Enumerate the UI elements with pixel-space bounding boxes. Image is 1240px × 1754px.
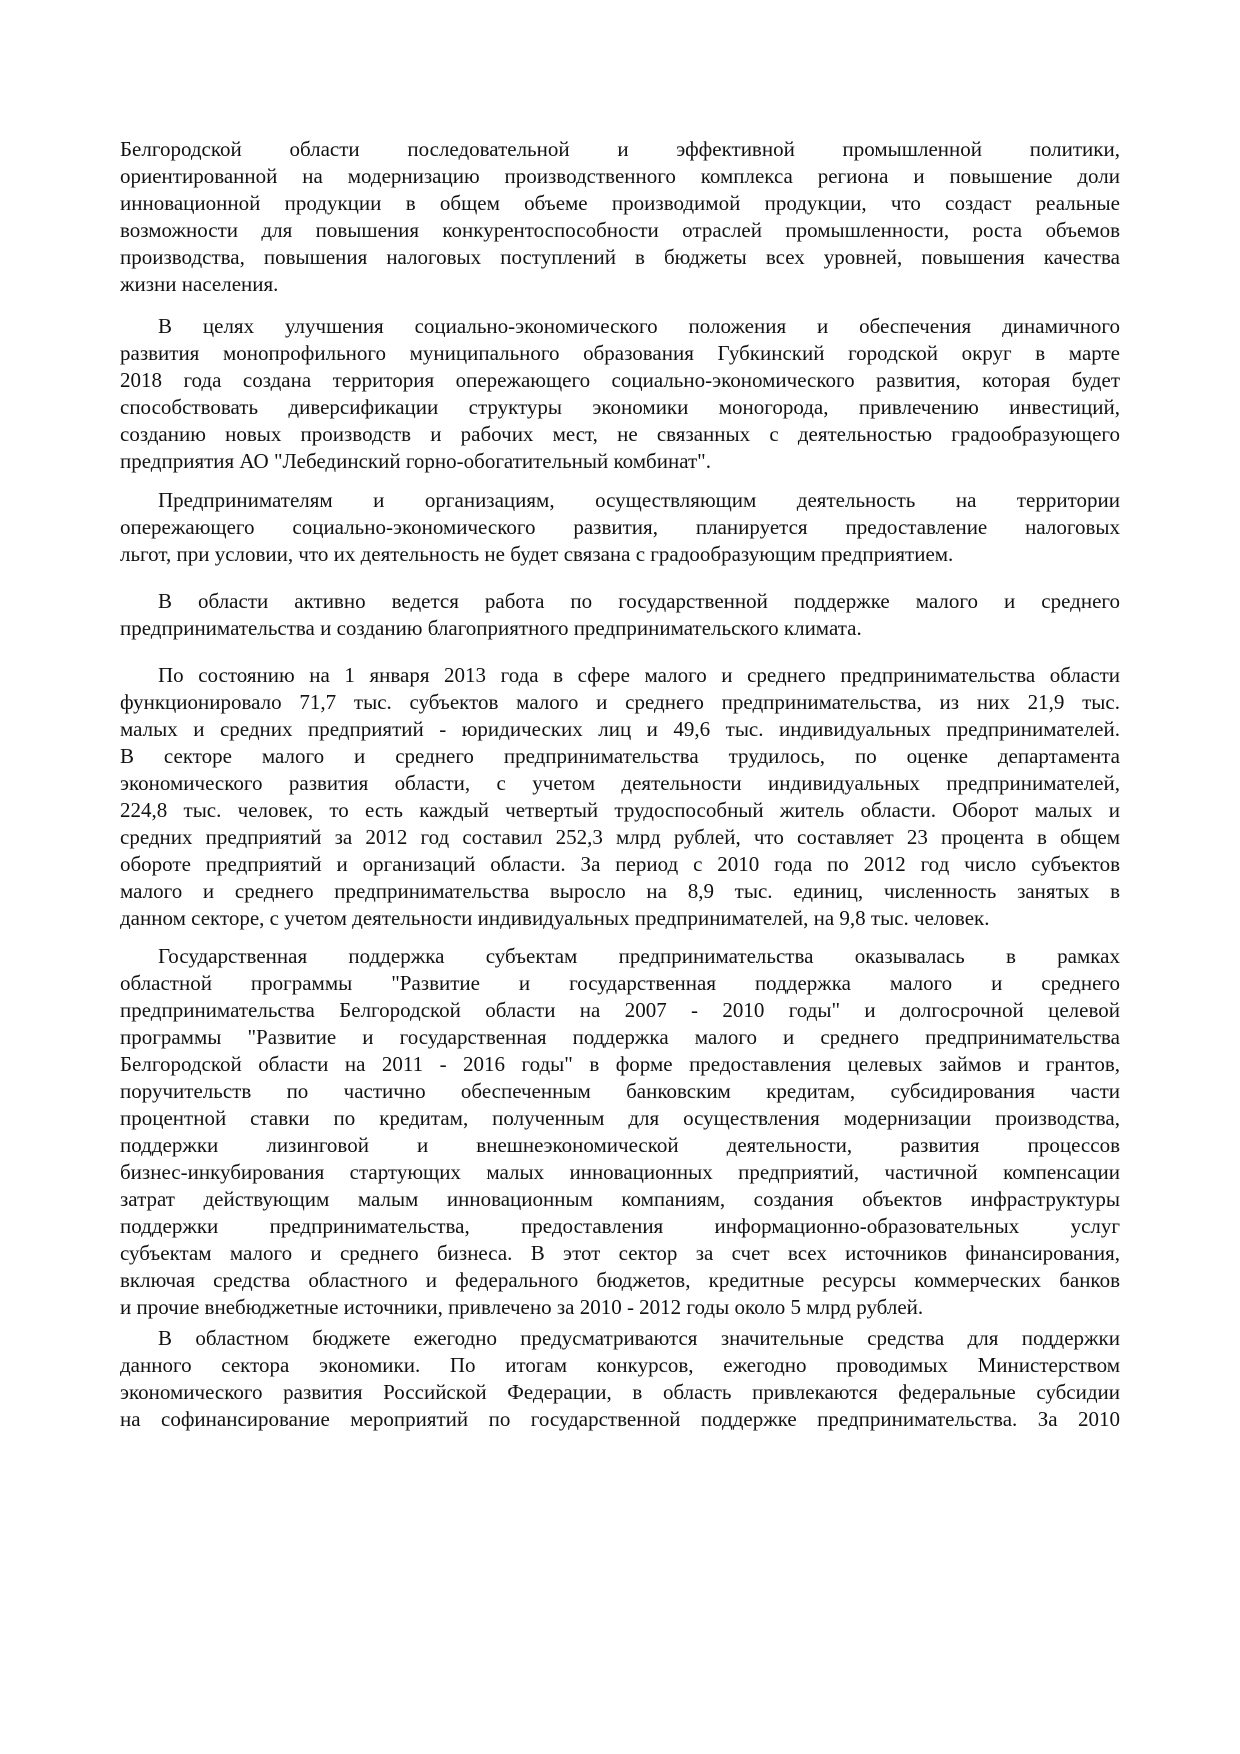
text-line: предприятия АО "Лебединский горно-обогатительный комбинат". (120, 449, 711, 473)
text-line: развития монопрофильного муниципального образования Губкинский городской округ в марте (120, 341, 1120, 365)
paragraph-tax-benefits (120, 487, 1120, 568)
text-line: средних предприятий за 2012 год составил 252,3 млрд рублей, что составляет 23 процента в общем (120, 825, 1120, 849)
paragraph-industrial-policy (120, 136, 1120, 298)
text-line: данного сектора экономики. По итогам конкурсов, ежегодно проводимых Министерством (120, 1353, 1120, 1377)
text-line: областной программы "Развитие и государственная поддержка малого и среднего (120, 971, 1120, 995)
paragraph-state-programs (120, 943, 1120, 1321)
text-line: затрат действующим малым инновационным компаниям, создания объектов инфраструктуры (120, 1187, 1120, 1211)
text-line: инновационной продукции в общем объеме производимой продукции, что создаст реальные (120, 191, 1120, 215)
text-line: Государственная поддержка субъектам предпринимательства оказывалась в рамках (158, 944, 1120, 968)
text-line: возможности для повышения конкурентоспособности отраслей промышленности, роста объемов (120, 218, 1120, 242)
text-line: поддержки лизинговой и внешнеэкономической деятельности, развития процессов (120, 1133, 1120, 1157)
text-line: поддержки предпринимательства, предоставления информационно-образовательных услуг (120, 1214, 1120, 1238)
text-line: программы "Развитие и государственная поддержка малого и среднего предпринимательства (120, 1025, 1120, 1049)
text-line: поручительств по частично обеспеченным банковским кредитам, субсидирования части (120, 1079, 1120, 1103)
text-line: В целях улучшения социально-экономического положения и обеспечения динамичного (158, 314, 1120, 338)
text-line: льгот, при условии, что их деятельность не будет связана с градообразующим предприятием. (120, 542, 954, 566)
paragraph-sme-statistics (120, 662, 1120, 932)
text-line: способствовать диверсификации структуры экономики моногорода, привлечению инвестиций, (120, 395, 1120, 419)
text-line: По состоянию на 1 января 2013 года в сфере малого и среднего предпринимательства области (158, 663, 1120, 687)
text-line: созданию новых производств и рабочих мест, не связанных с деятельностью градообразующего (120, 422, 1120, 446)
text-line: предпринимательства Белгородской области на 2007 - 2010 годы" и долгосрочной целевой (120, 998, 1120, 1022)
text-line: В области активно ведется работа по государственной поддержке малого и среднего (158, 589, 1120, 613)
text-line: 2018 года создана территория опережающего социально-экономического развития, которая будет (120, 368, 1120, 392)
paragraph-regional-budget (120, 1325, 1120, 1433)
text-line: и прочие внебюджетные источники, привлечено за 2010 - 2012 годы около 5 млрд рублей. (120, 1295, 924, 1319)
text-line: Предпринимателям и организациям, осуществляющим деятельность на территории (158, 488, 1120, 512)
text-line: ориентированной на модернизацию производственного комплекса региона и повышение доли (120, 164, 1120, 188)
text-line: данном секторе, с учетом деятельности индивидуальных предпринимателей, на 9,8 тыс. человек. (120, 906, 990, 930)
text-line: малого и среднего предпринимательства выросло на 8,9 тыс. единиц, численность занятых в (120, 879, 1120, 903)
text-line: на софинансирование мероприятий по государственной поддержке предпринимательства. За 2010 (120, 1407, 1120, 1431)
text-line: Белгородской области последовательной и эффективной промышленной политики, (120, 137, 1120, 161)
text-line: экономического развития Российской Федерации, в область привлекаются федеральные субсидии (120, 1380, 1120, 1404)
paragraph-sme-support (120, 588, 1120, 642)
text-line: предпринимательства и созданию благоприятного предпринимательского климата. (120, 616, 862, 640)
text-line: жизни населения. (120, 272, 279, 296)
text-line: субъектам малого и среднего бизнеса. В этот сектор за счет всех источников финансирования, (120, 1241, 1120, 1265)
text-line: бизнес-инкубирования стартующих малых инновационных предприятий, частичной компенсации (120, 1160, 1120, 1184)
paragraph-gubkin-territory (120, 313, 1120, 475)
text-line: опережающего социально-экономического развития, планируется предоставление налоговых (120, 515, 1120, 539)
text-line: обороте предприятий и организаций области. За период с 2010 года по 2012 год число субъектов (120, 852, 1120, 876)
text-line: Белгородской области на 2011 - 2016 годы" в форме предоставления целевых займов и грантов, (120, 1052, 1120, 1076)
text-line: производства, повышения налоговых поступлений в бюджеты всех уровней, повышения качества (120, 245, 1120, 269)
text-line: процентной ставки по кредитам, полученным для осуществления модернизации производства, (120, 1106, 1120, 1130)
text-line: В областном бюджете ежегодно предусматриваются значительные средства для поддержки (158, 1326, 1120, 1350)
text-line: малых и средних предприятий - юридических лиц и 49,6 тыс. индивидуальных предпринимателей. (120, 717, 1120, 741)
text-line: экономического развития области, с учетом деятельности индивидуальных предпринимателей, (120, 771, 1120, 795)
text-line: 224,8 тыс. человек, то есть каждый четвертый трудоспособный житель области. Оборот малых и (120, 798, 1120, 822)
text-line: включая средства областного и федерального бюджетов, кредитные ресурсы коммерческих банков (120, 1268, 1120, 1292)
text-line: В секторе малого и среднего предпринимательства трудилось, по оценке департамента (120, 744, 1120, 768)
text-line: функционировало 71,7 тыс. субъектов малого и среднего предпринимательства, из них 21,9 тыс. (120, 690, 1120, 714)
